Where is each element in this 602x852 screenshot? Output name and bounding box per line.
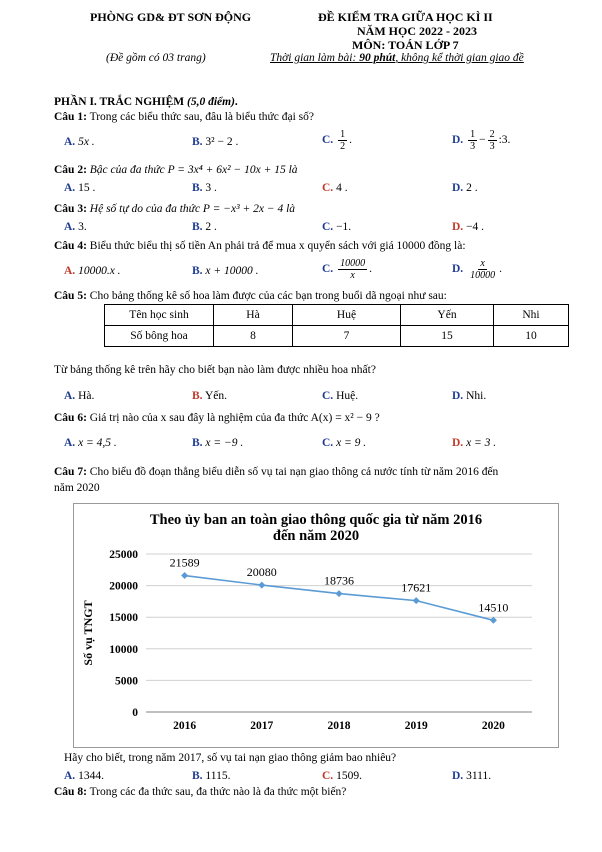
- exam-title: ĐỀ KIỂM TRA GIỮA HỌC KÌ II: [318, 10, 493, 24]
- q7-option-c[interactable]: C. 1509.: [322, 770, 362, 782]
- q7-question: Hãy cho biết, trong năm 2017, số vụ tai nạn giao thông giảm bao nhiêu?: [64, 752, 397, 764]
- data-label: 21589: [169, 555, 200, 570]
- q4-option-c[interactable]: C. $\frac{10000}{x}$ .: [322, 258, 372, 281]
- q3-option-a[interactable]: A. 3.: [64, 221, 87, 233]
- data-point: [413, 597, 420, 604]
- y-tick-label: 20000: [109, 580, 138, 593]
- q1-option-a[interactable]: A. 5x .: [64, 136, 95, 148]
- question-8: Câu 8: Trong các đa thức sau, đa thức nào là đa thức một biến?: [54, 786, 347, 798]
- x-tick-label: 2018: [327, 720, 351, 732]
- q7-option-d[interactable]: D. 3111.: [452, 770, 492, 782]
- question-7: Câu 7: Cho biểu đồ đoạn thẳng biểu diễn số vụ tai nạn giao thông cả nước tính từ năm 2016 đến: [54, 466, 499, 478]
- data-label: 18736: [324, 573, 354, 588]
- table-header-cell: Nhi: [494, 305, 569, 326]
- q6-option-a[interactable]: A. x = 4,5 .: [64, 437, 117, 449]
- question-2: Câu 2: Bậc của đa thức P = 3x⁴ + 6x² − 10x + 15 là: [54, 164, 298, 176]
- table-row: [105, 326, 569, 347]
- q2-option-a[interactable]: A. 15 .: [64, 182, 96, 194]
- table-row: [105, 305, 569, 326]
- q6-option-b[interactable]: B. x = −9 .: [192, 437, 244, 449]
- question-5: Câu 5: Cho bảng thống kê số hoa làm được của các bạn trong buổi dã ngoại như sau:: [54, 290, 447, 302]
- q5-option-a[interactable]: A. Hà.: [64, 390, 95, 402]
- q5-question: Từ bảng thống kê trên hãy cho biết bạn nào làm được nhiều hoa nhất?: [54, 364, 376, 376]
- table-header-cell: Huệ: [293, 305, 401, 326]
- chart-plot-area: [74, 504, 558, 747]
- question-6: Câu 6: Giá trị nào của x sau đây là nghiệm của đa thức A(x) = x² − 9 ?: [54, 412, 380, 424]
- q6-option-d[interactable]: D. x = 3 .: [452, 437, 497, 449]
- x-tick-label: 2016: [173, 720, 197, 732]
- section-title: PHẦN I. TRẮC NGHIỆM (5,0 điểm).: [54, 96, 238, 108]
- data-point: [336, 590, 343, 597]
- data-label: 14510: [478, 600, 509, 615]
- chart-title-line1: Theo ủy ban an toàn giao thông quốc gia từ năm 2016: [149, 512, 483, 528]
- subject: MÔN: TOÁN LỚP 7: [352, 38, 459, 52]
- table-header-cell: Yến: [401, 305, 494, 326]
- q7-option-b[interactable]: B. 1115.: [192, 770, 231, 782]
- q1-option-c[interactable]: C. $\frac{1}{2}$ .: [322, 129, 352, 152]
- q6-option-c[interactable]: C. x = 9 .: [322, 437, 367, 449]
- data-label: 20080: [246, 565, 277, 580]
- table-cell: 10: [494, 326, 569, 347]
- q5-option-c[interactable]: C. Huệ.: [322, 390, 359, 402]
- y-tick-label: 5000: [115, 675, 138, 688]
- q1-option-d[interactable]: D. $\frac{1}{3}$ − $\frac{2}{3}$ :3.: [452, 129, 511, 152]
- table-cell: 15: [401, 326, 494, 347]
- q3-option-b[interactable]: B. 2 .: [192, 221, 217, 233]
- q2-option-b[interactable]: B. 3 .: [192, 182, 217, 194]
- q5-option-d[interactable]: D. Nhi.: [452, 390, 487, 402]
- department-name: PHÒNG GD& ĐT SƠN ĐỘNG: [90, 10, 252, 24]
- q2-option-c[interactable]: C. 4 .: [322, 182, 348, 194]
- statistics-table: [104, 304, 569, 347]
- data-point: [258, 582, 265, 589]
- q2-option-d[interactable]: D. 2 .: [452, 182, 478, 194]
- table-cell: 7: [293, 326, 401, 347]
- time-limit: Thời gian làm bài: 90 phút, không kể thời gian giao đề: [270, 52, 524, 64]
- x-tick-label: 2019: [404, 720, 428, 732]
- q1-option-b[interactable]: B. 3² − 2 .: [192, 136, 239, 148]
- q5-option-b[interactable]: B. Yến.: [192, 390, 228, 402]
- data-point: [181, 572, 188, 579]
- q3-option-d[interactable]: D. −4 .: [452, 221, 485, 233]
- table-cell: 8: [214, 326, 293, 347]
- page-count-note: (Đề gồm có 03 trang): [106, 52, 206, 64]
- question-3: Câu 3: Hệ số tự do của đa thức P = −x³ + 2x − 4 là: [54, 203, 296, 215]
- question-7-continued: năm 2020: [54, 482, 100, 494]
- x-tick-label: 2017: [250, 720, 274, 732]
- line-chart: [73, 503, 559, 748]
- chart-title-line2: đến năm 2020: [272, 528, 360, 544]
- question-1: Câu 1: Trong các biểu thức sau, đâu là biểu thức đại số?: [54, 111, 314, 123]
- question-4: Câu 4: Biểu thức biểu thị số tiền An phải trả để mua x quyển sách với giá 10000 đồng là:: [54, 240, 466, 252]
- q3-option-c[interactable]: C. −1.: [322, 221, 352, 233]
- y-tick-label: 25000: [109, 549, 138, 561]
- data-label: 17621: [401, 580, 432, 595]
- data-point: [490, 617, 497, 624]
- y-tick-label: 10000: [109, 643, 138, 656]
- y-tick-label: 15000: [109, 612, 138, 625]
- table-header-cell: Hà: [214, 305, 293, 326]
- q4-option-d[interactable]: D. $\frac{x}{10000}$ .: [452, 258, 502, 281]
- table-cell: Số bông hoa: [105, 326, 214, 347]
- q4-option-a[interactable]: A. 10000.x .: [64, 265, 121, 277]
- q4-option-b[interactable]: B. x + 10000 .: [192, 265, 259, 277]
- x-tick-label: 2020: [481, 720, 505, 732]
- table-header-cell: Tên học sinh: [105, 305, 214, 326]
- y-tick-label: 0: [132, 707, 138, 719]
- y-axis-label: Số vụ TNGT: [81, 600, 95, 666]
- q7-option-a[interactable]: A. 1344.: [64, 770, 104, 782]
- school-year: NĂM HỌC 2022 - 2023: [357, 24, 477, 38]
